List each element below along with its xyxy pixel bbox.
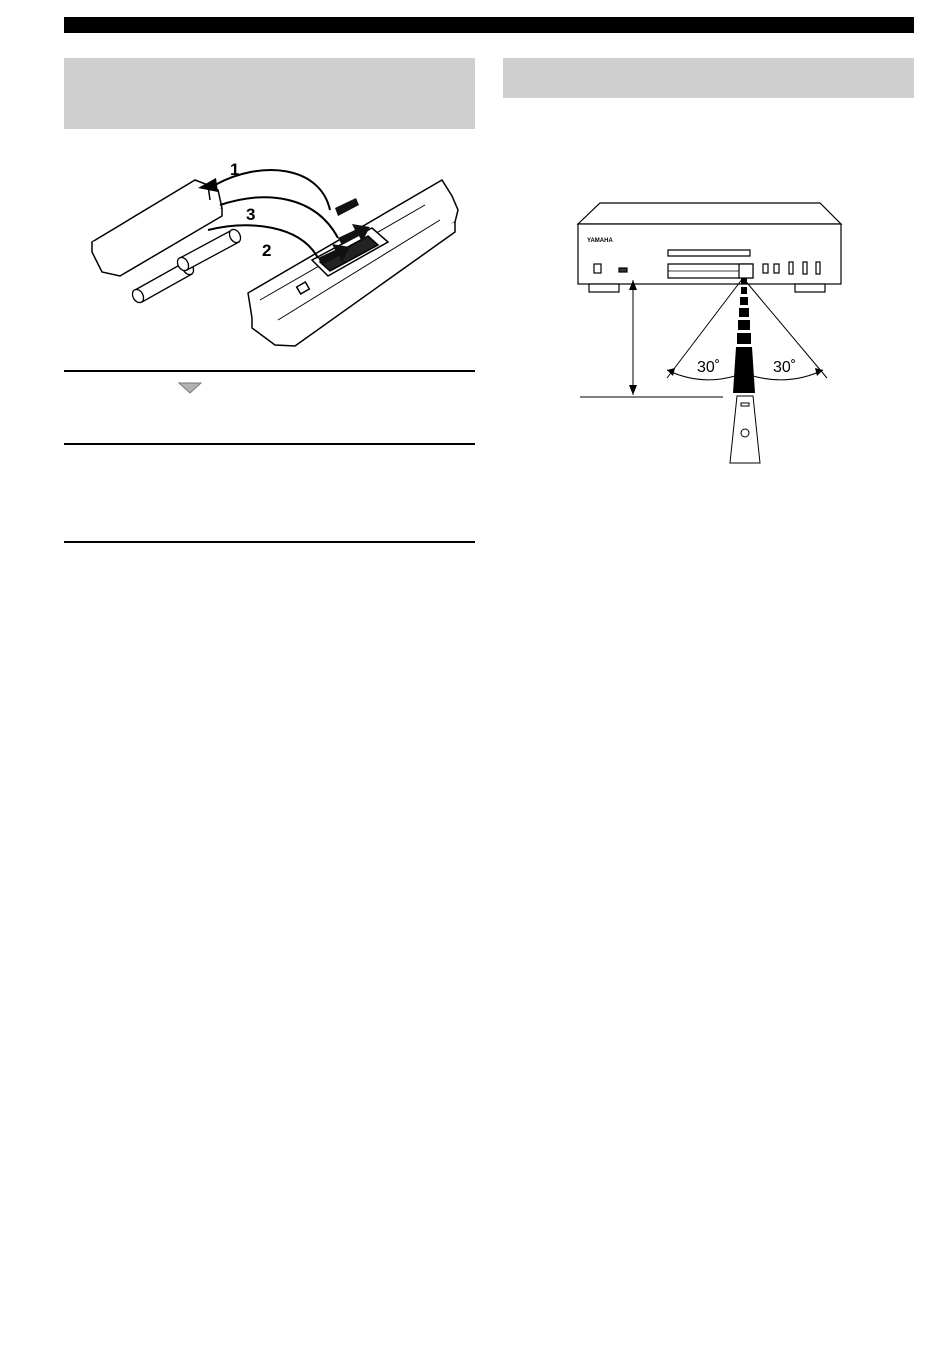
top-rule (64, 17, 914, 33)
remote-range-section-header (503, 58, 914, 98)
svg-text:YAMAHA: YAMAHA (587, 238, 613, 244)
battery-section-header (64, 58, 475, 129)
angle-right-label: 30˚ (773, 359, 797, 376)
angle-left-label: 30˚ (697, 359, 721, 376)
battery-install-figure (80, 150, 460, 355)
step-divider-3 (64, 541, 475, 543)
step-divider-1 (64, 370, 475, 372)
step-label-2: 2 (262, 241, 272, 260)
remote-range-figure (575, 198, 845, 468)
ir-beam (733, 278, 755, 393)
remote-control (730, 396, 760, 463)
step-label-3: 3 (246, 205, 256, 224)
down-triangle-icon (177, 381, 203, 395)
cd-player (578, 203, 841, 292)
step-divider-2 (64, 443, 475, 445)
step-label-1: 1 (230, 160, 240, 179)
